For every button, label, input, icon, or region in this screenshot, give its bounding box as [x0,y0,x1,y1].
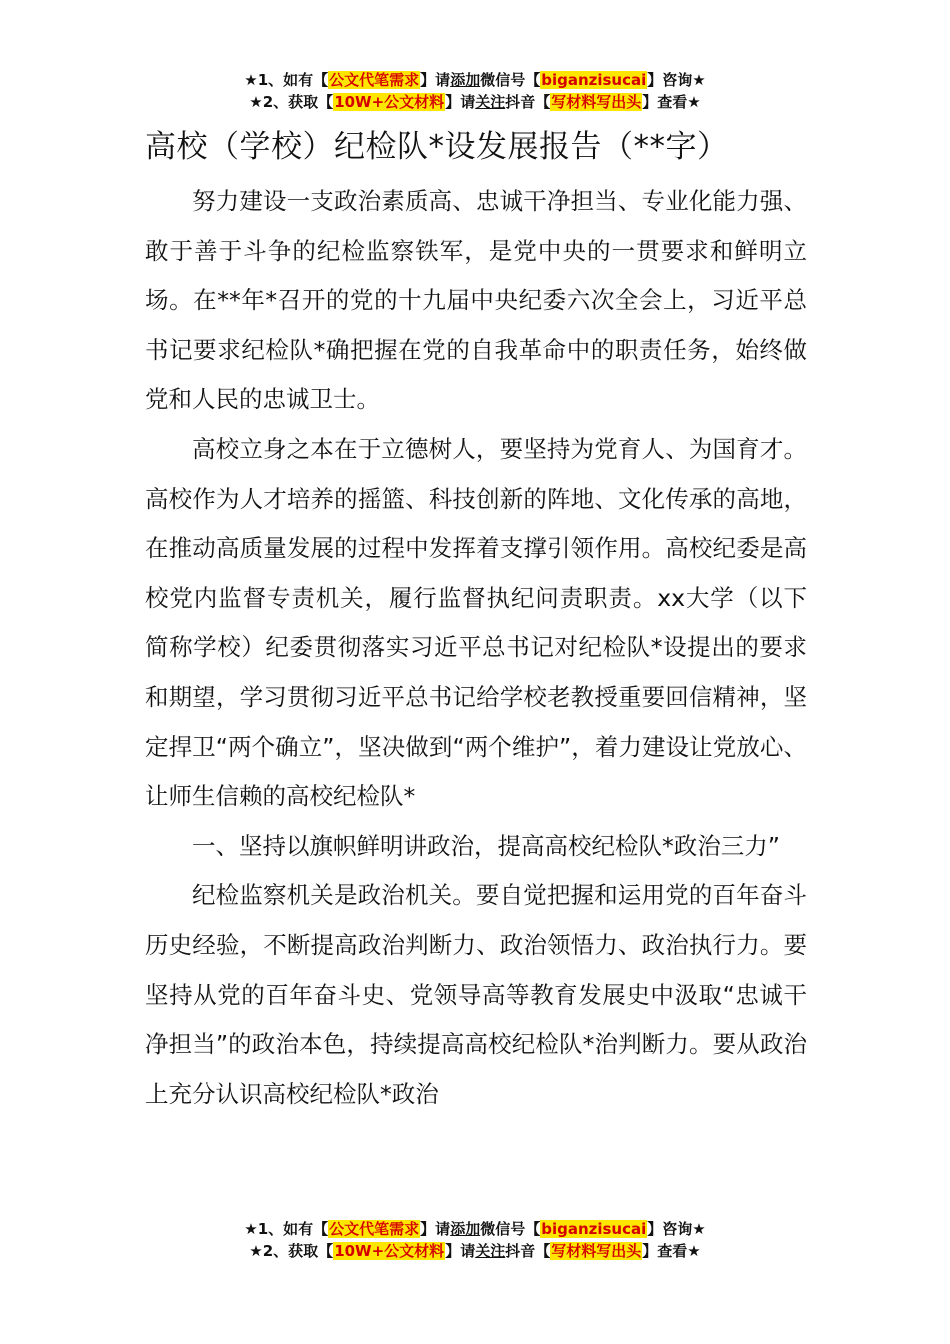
promo-underlined: 添加 [450,71,481,89]
promo-underlined: 添加 [450,1220,481,1238]
promo-text: 】咨询★ [647,1220,706,1238]
promo-underlined: 关注 [475,1242,506,1260]
promo-text: 】查看★ [642,93,701,111]
paragraph-2: 高校立身之本在于立德树人，要坚持为党育人、为国育才。高校作为人才培养的摇篮、科技创新的阵地、文化传承的高地，在推动高质量发展的过程中发挥着支撑引领作用。高校纪委是高校党内监督专责机关，履行监督执纪问责职责。xx大学（以下简称学校）纪委贯彻落实习近平总书记对纪检队*设提出的要求和期望，学习贯彻习近平总书记给学校老教授重要回信精神，坚定捍卫“两个确立”，坚决做到“两个维护”，着力建设让党放心、让师生信赖的高校纪检队* [145,434,807,811]
promo-line-2 [0,91,950,113]
section-heading-1: 一、坚持以旗帜鲜明讲政治，提高高校纪检队*政治三力” [192,831,780,860]
promo-text: 】咨询★ [647,71,706,89]
promo-highlight: 公文代笔需求 [329,1220,420,1238]
promo-highlight: 公文代笔需求 [329,71,420,89]
promo-text: ★1、如有【 [244,71,329,89]
promo-line-1 [0,1218,950,1240]
promo-text: 抖音【 [505,93,551,111]
promo-highlight: 写材料写出头 [551,1242,642,1260]
promo-highlight: 10W+公文材料 [334,1242,445,1260]
footer-promo-banner [0,1218,950,1262]
promo-text: 】请 [445,93,476,111]
promo-highlight: biganzisucai [541,1220,647,1238]
promo-text: ★2、获取【 [249,93,334,111]
promo-text: ★1、如有【 [244,1220,329,1238]
promo-text: ★2、获取【 [249,1242,334,1260]
paragraph-3: 纪检监察机关是政治机关。要自觉把握和运用党的百年奋斗历史经验，不断提高政治判断力、政治领悟力、政治执行力。要坚持从党的百年奋斗史、党领导高等教育发展史中汲取“忠诚干净担当”的政治本色，持续提高高校纪检队*治判断力。要从政治上充分认识高校纪检队*政治 [145,881,807,1108]
promo-text: 】请 [445,1242,476,1260]
paragraph-1: 努力建设一支政治素质高、忠诚干净担当、专业化能力强、敢于善于斗争的纪检监察铁军，是党中央的一贯要求和鲜明立场。在**年*召开的党的十九届中央纪委六次全会上，习近平总书记要求纪检队*确把握在党的自我革命中的职责任务，始终做党和人民的忠诚卫士。 [145,187,807,414]
promo-highlight: 写材料写出头 [551,93,642,111]
promo-text: 抖音【 [505,1242,551,1260]
promo-text: 】请 [420,71,451,89]
promo-highlight: 10W+公文材料 [334,93,445,111]
promo-text: 微信号【 [480,71,541,89]
promo-text: 微信号【 [480,1220,541,1238]
document-body [145,124,807,1119]
promo-line-2 [0,1240,950,1262]
document-title: 高校（学校）纪检队*设发展报告（**字） [145,129,729,165]
promo-text: 】请 [420,1220,451,1238]
promo-underlined: 关注 [475,93,506,111]
promo-line-1 [0,69,950,91]
header-promo-banner [0,69,950,113]
promo-text: 】查看★ [642,1242,701,1260]
promo-highlight: biganzisucai [541,71,647,89]
